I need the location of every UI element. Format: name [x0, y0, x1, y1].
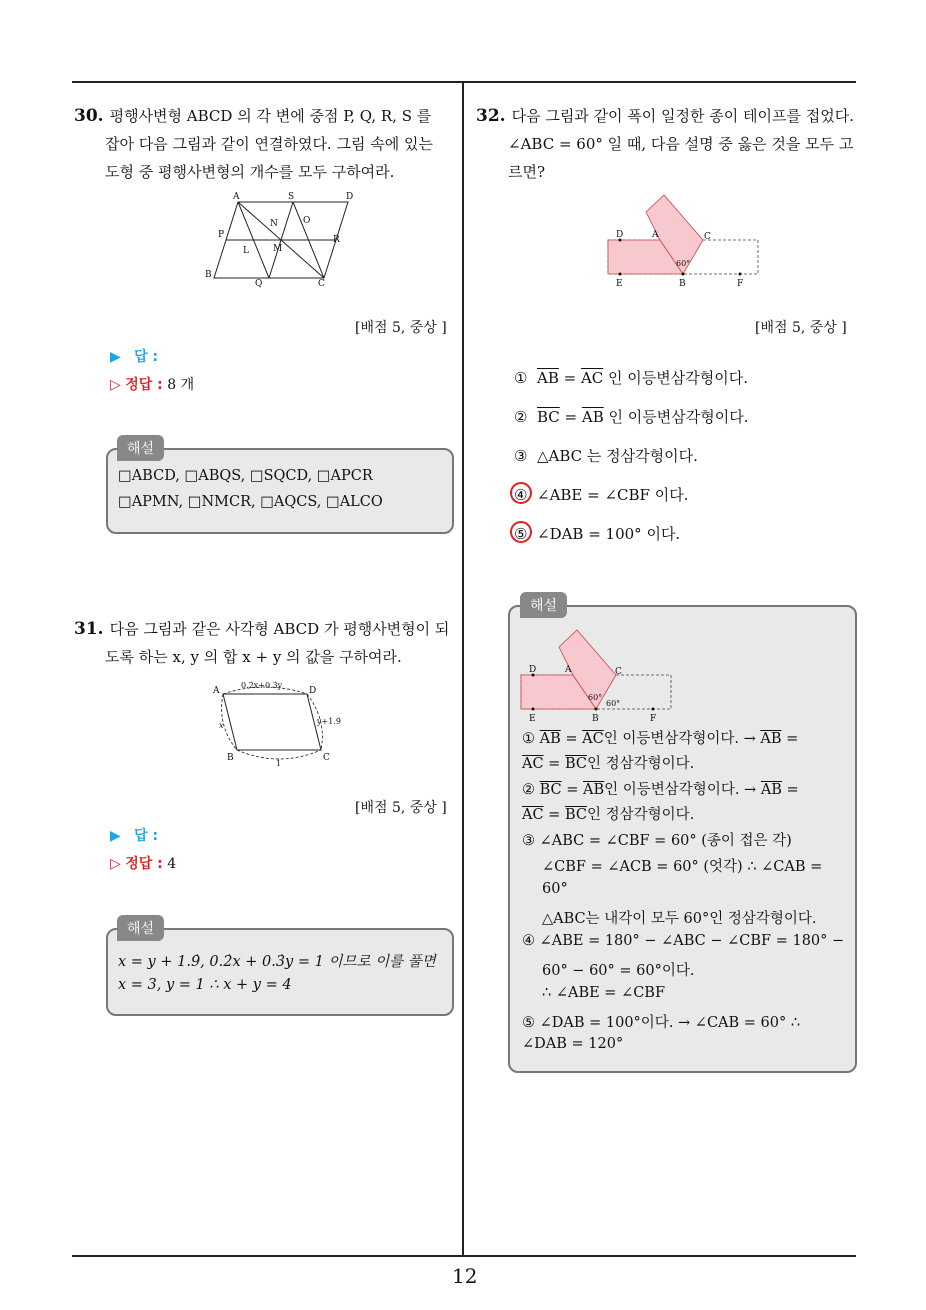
outline-play-icon: ▷: [110, 856, 121, 872]
q30-line2: 잡아 다음 그림과 같이 연결하였다. 그림 속에 있는: [105, 135, 433, 153]
q31-answer-row: [110, 825, 158, 845]
q30-label-A: A: [233, 192, 240, 202]
q32-line2: ∠ABC = 60° 일 때, 다음 설명 중 옳은 것을 모두 고: [508, 135, 854, 153]
q31-explanation-box: [106, 928, 454, 1016]
q30-label-B: B: [205, 270, 212, 280]
q32-choice-4[interactable]: ④ ∠ABE = ∠CBF 이다.: [514, 486, 689, 504]
q30-correct-value: 8 개: [167, 377, 195, 393]
q32-label-F: F: [737, 279, 744, 289]
q31-explanation-line2: x = 3, y = 1 ∴ x + y = 4: [118, 977, 292, 993]
q32-choice-1[interactable]: ① $\overline{AB} = \overline{AC}$ 인 이등변삼각형이다.: [514, 369, 748, 387]
q32-label-D: D: [616, 230, 624, 240]
q31-correct-label: 정답 :: [125, 856, 163, 872]
q32-choice-2[interactable]: ② $\overline{BC} = \overline{AB}$ 인 이등변삼각형이다.: [514, 408, 749, 426]
q31-score: [배점 5, 중상 ]: [355, 800, 447, 816]
q32-ex-label-D: D: [529, 665, 537, 675]
q31-label-bottom: 1: [276, 759, 282, 768]
q30-label-O: O: [303, 216, 311, 226]
q32-line3: 르면?: [508, 163, 546, 181]
q32-explanation-line4: $\overline{AC} = \overline{BC}$인 정삼각형이다.: [522, 807, 695, 823]
q32-explanation-line7: 60°: [542, 881, 568, 897]
q32-explanation-line10: 60° − 60° = 60°이다.: [542, 963, 695, 979]
q32-explanation-line3: ② $\overline{BC} = \overline{AB}$인 이등변삼각형이다. → $\overline{AB}$ =: [522, 782, 799, 798]
q32-ex-label-E: E: [529, 714, 536, 724]
q32-explanation-line2: $\overline{AC} = \overline{BC}$인 정삼각형이다.: [522, 756, 695, 772]
q32-ex-label-F: F: [650, 714, 657, 724]
q32-explanation-tag: 해설: [520, 592, 567, 618]
q30-label-C: C: [318, 279, 325, 289]
q31-figure: [205, 676, 355, 770]
q30-explanation-tag: 해설: [117, 435, 164, 461]
q32-line1: 32. 다음 그림과 같이 폭이 일정한 종이 테이프를 접었다.: [476, 106, 855, 126]
q32-label-C: C: [704, 232, 711, 242]
q31-label-A: A: [213, 686, 220, 696]
q32-explanation-line13: ∠DAB = 120°: [522, 1036, 624, 1052]
q32-ex-label-C: C: [615, 667, 622, 677]
q30-figure: [200, 190, 365, 290]
q30-label-N: N: [270, 219, 278, 229]
q30-line1: 30. 평행사변형 ABCD 의 각 변에 중점 P, Q, R, S 를: [74, 106, 432, 126]
q32-label-E: E: [616, 279, 623, 289]
q31-label-B: B: [227, 753, 234, 763]
q31-answer-label: 답 :: [134, 828, 159, 844]
q31-label-top: 0.2̇x+0.3̇y: [241, 681, 283, 690]
q32-choice-5[interactable]: ⑤ ∠DAB = 100° 이다.: [514, 525, 681, 543]
q31-label-left: x: [219, 721, 224, 730]
q30-label-P: P: [218, 230, 225, 240]
q30-label-M: M: [273, 244, 283, 254]
q32-ex-label-angle: 60°: [588, 693, 603, 702]
column-divider: [462, 81, 464, 1256]
q30-correct-label: 정답 :: [125, 377, 163, 393]
q30-explanation-line1: □ABCD, □ABQS, □SQCD, □APCR: [118, 468, 373, 484]
q32-label-B: B: [679, 279, 686, 289]
q32-explanation-line5: ③ ∠ABC = ∠CBF = 60° (종이 접은 각): [522, 833, 792, 849]
q31-correct-value: 4: [167, 856, 177, 872]
q31-number: 31.: [74, 619, 104, 639]
outline-play-icon: ▷: [110, 377, 121, 393]
q30-label-D: D: [346, 192, 354, 202]
q32-score: [배점 5, 중상 ]: [755, 320, 847, 336]
q32-label-angle: 60°: [676, 259, 691, 268]
q30-score: [배점 5, 중상 ]: [355, 320, 447, 336]
q31-line2: 도록 하는 x, y 의 합 x + y 의 값을 구하여라.: [105, 648, 402, 666]
q31-label-C: C: [323, 753, 330, 763]
q30-label-R: R: [333, 235, 340, 245]
q31-label-right: y+1.9̇: [317, 717, 341, 726]
q32-number: 32.: [476, 106, 506, 126]
q32-figure: [600, 190, 770, 290]
q31-correct-row: [110, 853, 176, 873]
q30-explanation-line2: □APMN, □NMCR, □AQCS, □ALCO: [118, 494, 383, 510]
q32-explanation-line1: ① $\overline{AB} = \overline{AC}$인 이등변삼각형이다. → $\overline{AB}$ =: [522, 731, 799, 747]
top-rule: [72, 81, 856, 83]
bottom-rule: [72, 1255, 856, 1257]
page-number: 12: [452, 1264, 478, 1288]
q32-explanation-figure: [515, 625, 685, 725]
q32-ex-label-angle2: 60°: [606, 699, 621, 708]
q30-number: 30.: [74, 106, 104, 126]
q30-label-Q: Q: [255, 279, 263, 289]
q31-explanation-line1: x = y + 1.9̇, 0.2̇x + 0.3̇y = 1 이므로 이를 풀면: [118, 954, 436, 970]
q31-line1: 31. 다음 그림과 같은 사각형 ABCD 가 평행사변형이 되: [74, 619, 450, 639]
q30-label-S: S: [288, 192, 295, 202]
q30-label-L: L: [243, 246, 249, 256]
q32-explanation-line12: ⑤ ∠DAB = 100°이다. → ∠CAB = 60° ∴: [522, 1015, 801, 1031]
q32-label-A: A: [652, 230, 659, 240]
q30-correct-row: [110, 374, 194, 394]
q32-choice-3[interactable]: ③ △ABC 는 정삼각형이다.: [514, 447, 698, 465]
q32-ex-label-A: A: [565, 665, 572, 675]
q32-explanation-line11: ∴ ∠ABE = ∠CBF: [542, 985, 666, 1001]
q31-label-D: D: [309, 686, 317, 696]
q32-explanation-line9: ④ ∠ABE = 180° − ∠ABC − ∠CBF = 180° −: [522, 933, 845, 949]
play-icon: ▶: [110, 349, 121, 365]
q31-explanation-tag: 해설: [117, 915, 164, 941]
q32-ex-label-B: B: [592, 714, 599, 724]
q30-answer-label: 답 :: [134, 349, 159, 365]
q30-line3: 도형 중 평행사변형의 개수를 모두 구하여라.: [105, 163, 395, 181]
q32-explanation-line8: △ABC는 내각이 모두 60°인 정삼각형이다.: [542, 911, 817, 927]
play-icon: ▶: [110, 828, 121, 844]
q32-explanation-line6: ∠CBF = ∠ACB = 60° (엇각) ∴ ∠CAB =: [542, 859, 823, 875]
q30-answer-row: [110, 346, 158, 366]
